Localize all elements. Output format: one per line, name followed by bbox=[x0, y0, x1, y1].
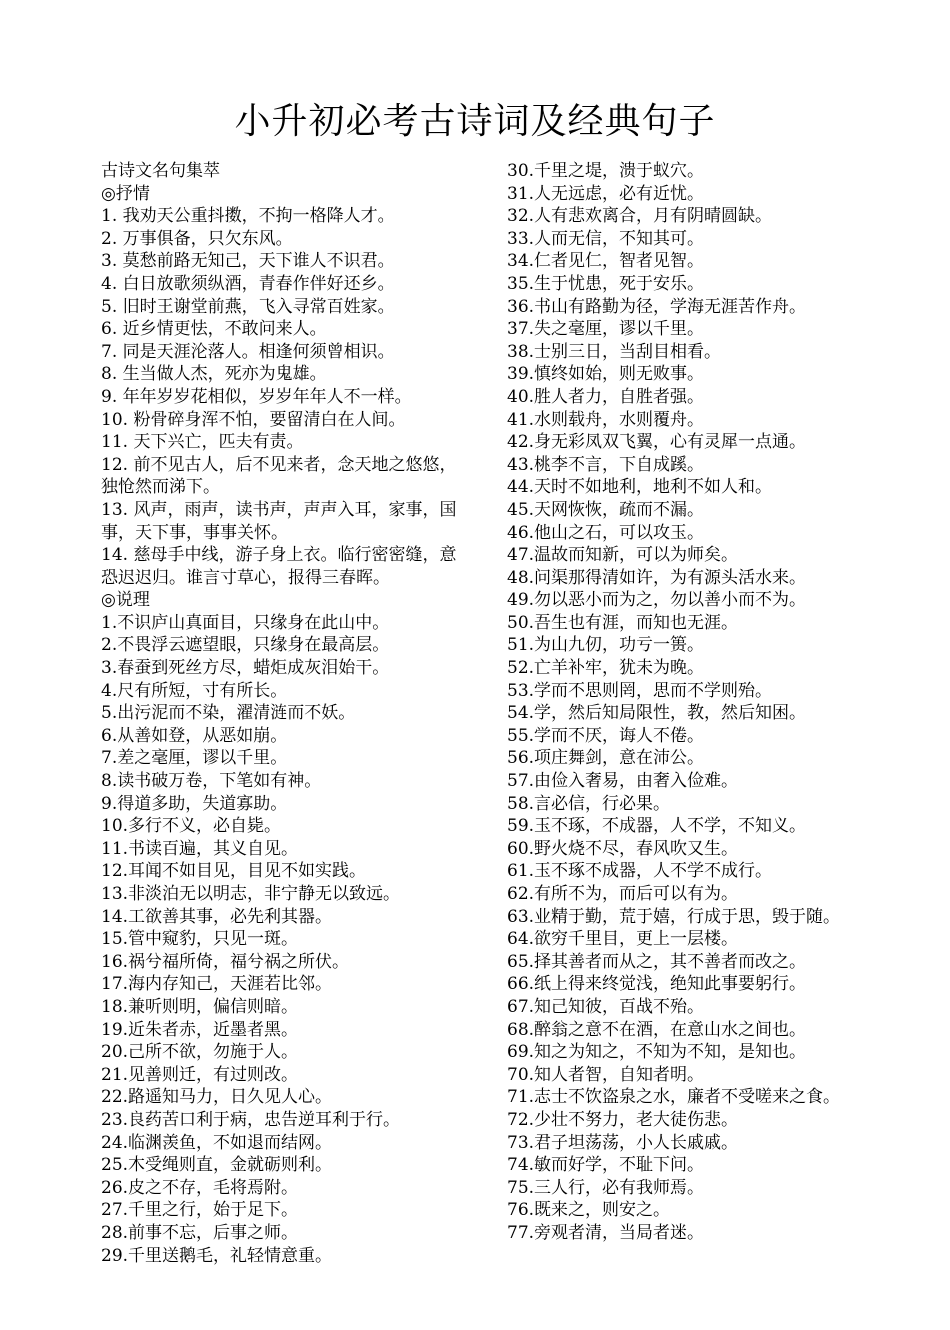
quote-line: 43.桃李不言，下自成蹊。 bbox=[507, 454, 705, 475]
quote-line: 3. 莫愁前路无知己，天下谁人不识君。 bbox=[101, 251, 395, 272]
quote-line: 7. 同是天涯沦落人。相逢何须曾相识。 bbox=[101, 341, 395, 362]
quote-line: 57.由俭入奢易，由奢入俭难。 bbox=[507, 771, 739, 792]
quote-line: 52.亡羊补牢，犹未为晚。 bbox=[507, 658, 705, 679]
quote-line: 23.良药苦口利于病，忠告逆耳利于行。 bbox=[101, 1109, 401, 1130]
quote-line: 51.为山九仞，功亏一篑。 bbox=[507, 635, 705, 656]
quote-line: 26.皮之不存，毛将焉附。 bbox=[101, 1177, 299, 1198]
quote-line: 20.己所不欲，勿施于人。 bbox=[101, 1042, 299, 1063]
quote-line: 45.天网恢恢，疏而不漏。 bbox=[507, 499, 705, 520]
quote-line: 8.读书破万卷，下笔如有神。 bbox=[101, 771, 322, 792]
quote-line: 41.水则载舟，水则覆舟。 bbox=[507, 409, 705, 430]
quote-line: 63.业精于勤，荒于嬉，行成于思，毁于随。 bbox=[507, 906, 841, 927]
quote-line: 9.得道多助，失道寡助。 bbox=[101, 793, 288, 814]
quote-line: 27.千里之行，始于足下。 bbox=[101, 1200, 299, 1221]
quote-line: 73.君子坦荡荡，小人长戚戚。 bbox=[507, 1132, 739, 1153]
quote-line: 40.胜人者力，自胜者强。 bbox=[507, 386, 705, 407]
section-reason-heading: ◎说理 bbox=[101, 590, 150, 611]
quote-line: 4. 白日放歌须纵酒，青春作伴好还乡。 bbox=[101, 273, 395, 294]
quote-line: 7.差之毫厘，谬以千里。 bbox=[101, 748, 288, 769]
right-list bbox=[507, 160, 902, 1245]
quote-line: 30.千里之堤，溃于蚁穴。 bbox=[507, 161, 705, 181]
quote-line: 37.失之毫厘，谬以千里。 bbox=[507, 319, 705, 340]
quote-line: 71.志士不饮盗泉之水，廉者不受嗟来之食。 bbox=[507, 1087, 841, 1108]
quote-line: 39.慎终如始，则无败事。 bbox=[507, 364, 705, 385]
quote-line: 31.人无远虑，必有近忧。 bbox=[507, 183, 705, 204]
quote-line: 32.人有悲欢离合，月有阴晴圆缺。 bbox=[507, 206, 773, 227]
quote-line: 72.少壮不努力，老大徒伤悲。 bbox=[507, 1109, 739, 1130]
quote-line: 47.温故而知新，可以为师矣。 bbox=[507, 545, 739, 566]
quote-line: 55.学而不厌，诲人不倦。 bbox=[507, 725, 705, 746]
quote-line: 13.非淡泊无以明志，非宁静无以致远。 bbox=[101, 884, 401, 904]
quote-line: 21.见善则迁，有过则改。 bbox=[101, 1064, 299, 1085]
quote-line: 35.生于忧患，死于安乐。 bbox=[507, 273, 705, 294]
quote-line: 2. 万事俱备，只欠东风。 bbox=[101, 228, 293, 249]
quote-line: 6.从善如登，从恶如崩。 bbox=[101, 725, 288, 746]
quote-line: 53.学而不思则罔，思而不学则殆。 bbox=[507, 680, 773, 701]
quote-line: 64.欲穷千里目，更上一层楼。 bbox=[507, 929, 739, 950]
quote-line: 49.勿以恶小而为之，勿以善小而不为。 bbox=[507, 590, 807, 611]
document-title: 小升初必考古诗词及经典句子 bbox=[234, 101, 716, 142]
quote-line: 28.前事不忘，后事之师。 bbox=[101, 1222, 299, 1243]
right-column bbox=[507, 160, 902, 1245]
quote-line: 25.木受绳则直，金就砺则利。 bbox=[101, 1155, 333, 1176]
quote-line: 17.海内存知己，天涯若比邻。 bbox=[101, 974, 333, 995]
quote-line: 62.有所不为，而后可以有为。 bbox=[507, 884, 739, 904]
quote-line: 44.天时不如地利，地利不如人和。 bbox=[507, 477, 773, 498]
quote-line: 65.择其善者而从之，其不善者而改之。 bbox=[507, 951, 807, 972]
quote-line: 67.知己知彼，百战不殆。 bbox=[507, 996, 705, 1017]
quote-line: 58.言必信，行必果。 bbox=[507, 793, 671, 814]
quote-line: 66.纸上得来终觉浅，绝知此事要躬行。 bbox=[507, 974, 807, 995]
quote-line: 18.兼听则明，偏信则暗。 bbox=[101, 996, 299, 1017]
quote-line: 56.项庄舞剑，意在沛公。 bbox=[507, 748, 705, 769]
quote-line: 38.士别三日，当刮目相看。 bbox=[507, 341, 722, 362]
quote-line: 46.他山之石，可以攻玉。 bbox=[507, 522, 705, 543]
quote-line: 9. 年年岁岁花相似，岁岁年年人不一样。 bbox=[101, 386, 412, 407]
quote-line: 14.工欲善其事，必先利其器。 bbox=[101, 906, 333, 927]
lyric-list bbox=[101, 205, 463, 589]
quote-line: 36.书山有路勤为径，学海无涯苦作舟。 bbox=[507, 296, 807, 317]
quote-line: 76.既来之，则安之。 bbox=[507, 1200, 671, 1221]
quote-line: 29.千里送鹅毛，礼轻情意重。 bbox=[101, 1245, 333, 1266]
left-column bbox=[101, 160, 463, 1267]
reason-list bbox=[101, 612, 463, 1267]
quote-line: 13. 风声，雨声，读书声，声声入耳，家事，国事，天下事，事事关怀。 bbox=[101, 499, 457, 543]
quote-line: 61.玉不琢不成器，人不学不成行。 bbox=[507, 861, 773, 882]
quote-line: 60.野火烧不尽，春风吹又生。 bbox=[507, 838, 739, 859]
section-lyric-heading: ◎抒情 bbox=[101, 183, 150, 204]
quote-line: 33.人而无信，不知其可。 bbox=[507, 228, 705, 249]
quote-line: 11.书读百遍，其义自见。 bbox=[101, 838, 299, 859]
quote-line: 12. 前不见古人，后不见来者，念天地之悠悠，独怆然而涕下。 bbox=[101, 454, 457, 498]
quote-line: 11. 天下兴亡，匹夫有责。 bbox=[101, 432, 304, 453]
quote-line: 2.不畏浮云遮望眼，只缘身在最高层。 bbox=[101, 635, 390, 656]
quote-line: 74.敏而好学，不耻下问。 bbox=[507, 1155, 705, 1176]
quote-line: 75.三人行，必有我师焉。 bbox=[507, 1177, 705, 1198]
quote-line: 10. 粉骨碎身浑不怕，要留清白在人间。 bbox=[101, 409, 406, 430]
quote-line: 68.醉翁之意不在酒，在意山水之间也。 bbox=[507, 1019, 807, 1040]
quote-line: 3.春蚕到死丝方尽，蜡炬成灰泪始干。 bbox=[101, 658, 390, 679]
quote-line: 15.管中窥豹，只见一斑。 bbox=[101, 929, 299, 950]
quote-line: 34.仁者见仁，智者见智。 bbox=[507, 251, 705, 272]
quote-line: 14. 慈母手中线，游子身上衣。临行密密缝，意恐迟迟归。谁言寸草心，报得三春晖。 bbox=[101, 545, 457, 588]
quote-line: 1. 我劝天公重抖擞，不拘一格降人才。 bbox=[101, 206, 395, 227]
quote-line: 5.出污泥而不染，濯清涟而不妖。 bbox=[101, 703, 356, 724]
quote-line: 50.吾生也有涯，而知也无涯。 bbox=[507, 612, 739, 633]
quote-line: 42.身无彩凤双飞翼，心有灵犀一点通。 bbox=[507, 432, 807, 453]
quote-line: 12.耳闻不如目见，目见不如实践。 bbox=[101, 861, 367, 882]
quote-line: 5. 旧时王谢堂前燕，飞入寻常百姓家。 bbox=[101, 296, 395, 317]
quote-line: 1.不识庐山真面目，只缘身在此山中。 bbox=[101, 612, 390, 633]
quote-line: 22.路遥知马力，日久见人心。 bbox=[101, 1087, 333, 1108]
quote-line: 4.尺有所短，寸有所长。 bbox=[101, 680, 288, 701]
quote-line: 77.旁观者清，当局者迷。 bbox=[507, 1222, 705, 1243]
quote-line: 59.玉不琢，不成器，人不学，不知义。 bbox=[507, 816, 807, 837]
quote-line: 70.知人者智，自知者明。 bbox=[507, 1064, 705, 1085]
quote-line: 54.学，然后知局限性，教，然后知困。 bbox=[507, 703, 807, 724]
quote-line: 6. 近乡情更怯，不敢问来人。 bbox=[101, 319, 327, 340]
quote-line: 24.临渊羡鱼，不如退而结网。 bbox=[101, 1132, 333, 1153]
quote-line: 48.问渠那得清如许，为有源头活水来。 bbox=[507, 567, 807, 588]
quote-line: 16.祸兮福所倚，福兮祸之所伏。 bbox=[101, 951, 350, 972]
quote-line: 69.知之为知之，不知为不知，是知也。 bbox=[507, 1042, 807, 1063]
quote-line: 10.多行不义，必自毙。 bbox=[101, 816, 282, 837]
quote-line: 8. 生当做人杰，死亦为鬼雄。 bbox=[101, 364, 327, 385]
quote-line: 19.近朱者赤，近墨者黑。 bbox=[101, 1019, 299, 1040]
collection-heading: 古诗文名句集萃 bbox=[101, 161, 220, 181]
